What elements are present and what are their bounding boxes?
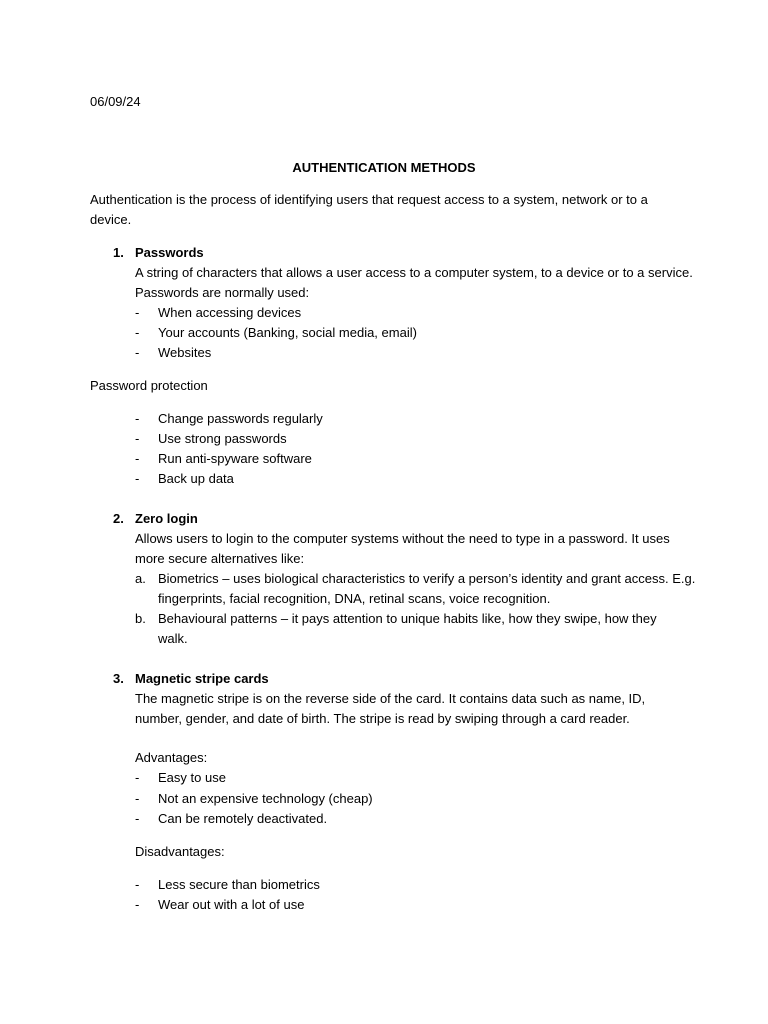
advantages-heading: Advantages: bbox=[135, 750, 208, 765]
section-2-heading: Zero login bbox=[135, 511, 198, 526]
section-2-number: 2. bbox=[113, 511, 124, 526]
disadvantages-heading: Disadvantages: bbox=[135, 844, 225, 859]
section-2-desc-1: Allows users to login to the computer systems without the need to type in a password. It uses bbox=[135, 531, 670, 546]
password-protection-heading: Password protection bbox=[90, 378, 208, 393]
list-item: Not an expensive technology (cheap) bbox=[158, 791, 373, 806]
list-dash: - bbox=[135, 791, 140, 806]
sublist-marker-b: b. bbox=[135, 611, 146, 626]
document-date: 06/09/24 bbox=[90, 94, 141, 109]
list-dash: - bbox=[135, 770, 140, 785]
section-3-heading: Magnetic stripe cards bbox=[135, 671, 269, 686]
list-dash: - bbox=[135, 811, 140, 826]
section-1-number: 1. bbox=[113, 245, 124, 260]
sublist-b-line-2: walk. bbox=[158, 631, 188, 646]
section-3-desc-1: The magnetic stripe is on the reverse side of the card. It contains data such as name, ID, bbox=[135, 691, 646, 706]
list-item: Run anti-spyware software bbox=[158, 451, 312, 466]
list-item: Websites bbox=[158, 345, 212, 360]
section-2-desc-2: more secure alternatives like: bbox=[135, 551, 305, 566]
list-item: Use strong passwords bbox=[158, 431, 287, 446]
section-1-desc-2: Passwords are normally used: bbox=[135, 285, 310, 300]
list-item: Wear out with a lot of use bbox=[158, 897, 305, 912]
section-1-heading: Passwords bbox=[135, 245, 204, 260]
list-item: Back up data bbox=[158, 471, 234, 486]
section-3-number: 3. bbox=[113, 671, 124, 686]
list-dash: - bbox=[135, 305, 140, 320]
list-item: Your accounts (Banking, social media, email) bbox=[158, 325, 417, 340]
section-1-desc-1: A string of characters that allows a user access to a computer system, to a device or to a service. bbox=[135, 265, 693, 280]
list-dash: - bbox=[135, 897, 140, 912]
list-dash: - bbox=[135, 877, 140, 892]
sublist-a-line-2: fingerprints, facial recognition, DNA, retinal scans, voice recognition. bbox=[158, 591, 551, 606]
list-dash: - bbox=[135, 345, 140, 360]
list-dash: - bbox=[135, 451, 140, 466]
list-dash: - bbox=[135, 411, 140, 426]
sublist-marker-a: a. bbox=[135, 571, 146, 586]
intro-line-1: Authentication is the process of identifying users that request access to a system, network or to a bbox=[90, 192, 648, 207]
sublist-a-line-1: Biometrics – uses biological characteristics to verify a person’s identity and grant access. E.g. bbox=[158, 571, 696, 586]
list-dash: - bbox=[135, 431, 140, 446]
sublist-b-line-1: Behavioural patterns – it pays attention to unique habits like, how they swipe, how they bbox=[158, 611, 657, 626]
section-3-desc-2: number, gender, and date of birth. The stripe is read by swiping through a card reader. bbox=[135, 711, 630, 726]
list-item: When accessing devices bbox=[158, 305, 302, 320]
list-item: Easy to use bbox=[158, 770, 226, 785]
list-item: Less secure than biometrics bbox=[158, 877, 320, 892]
list-item: Change passwords regularly bbox=[158, 411, 323, 426]
document-title: AUTHENTICATION METHODS bbox=[292, 160, 476, 175]
list-item: Can be remotely deactivated. bbox=[158, 811, 328, 826]
intro-line-2: device. bbox=[90, 212, 132, 227]
list-dash: - bbox=[135, 471, 140, 486]
list-dash: - bbox=[135, 325, 140, 340]
